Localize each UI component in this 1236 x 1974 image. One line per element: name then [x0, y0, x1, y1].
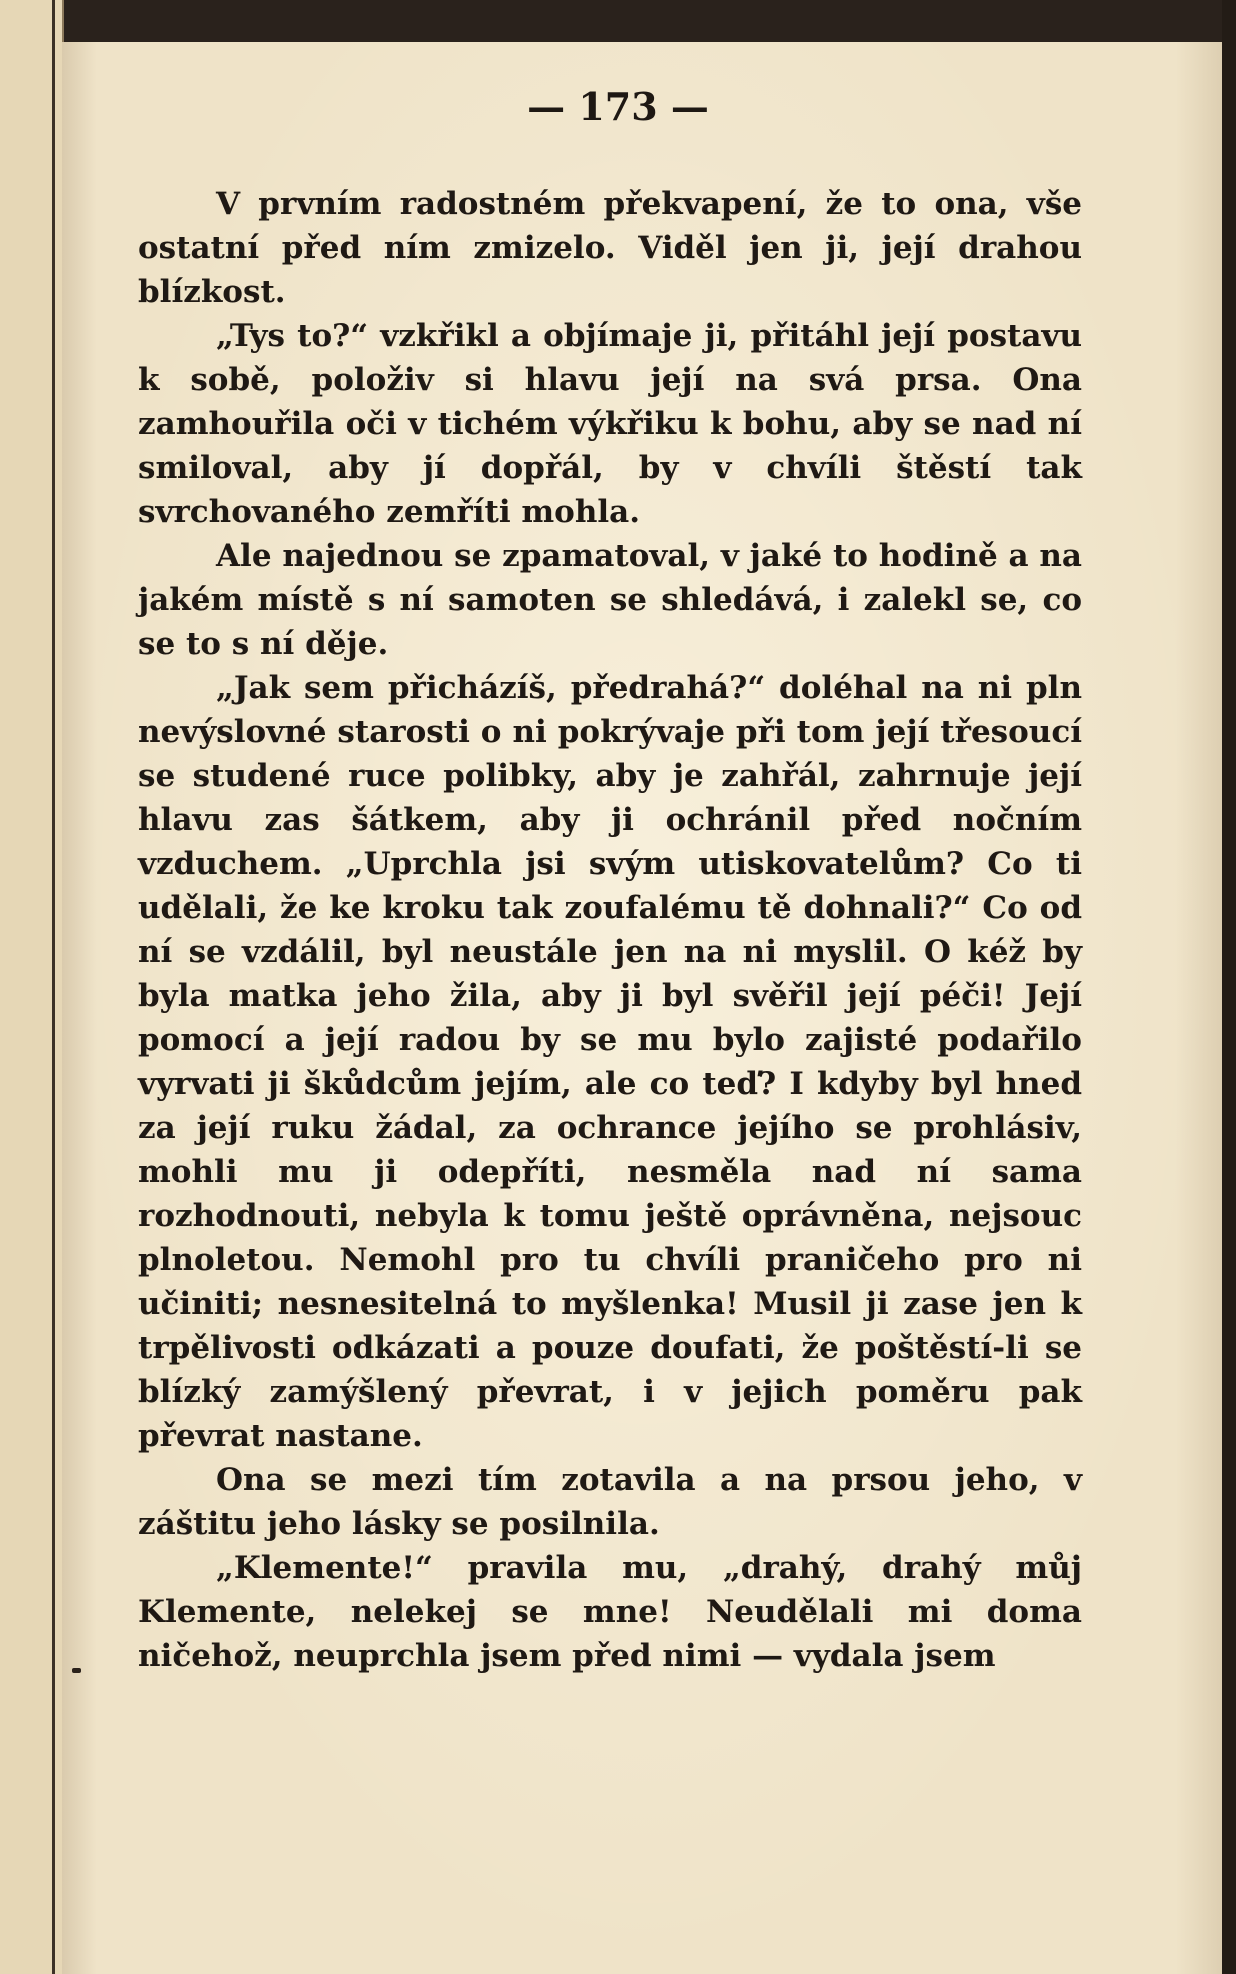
paragraph: „Jak sem přicházíš, předrahá?“ doléhal na ni pln nevýslovné starosti o ni pokrývaje při tom její třesoucí se studené ruce polibky, aby je zahřál, zahrnuje její hlavu zas šátkem, aby ji ochránil před nočním vzduchem. „Uprchla jsi svým utiskovatelům? Co ti udělali, že ke kroku tak zoufalému tě dohnali?“ Co od ní se vzdálil, byl neustále jen na ni myslil. O kéž by byla matka jeho žila, aby ji byl svěřil její péči! Její pomocí a její radou by se mu bylo zajisté podařilo vyrvati ji škůdcům jejím, ale co teď? I kdyby byl hned za její ruku žádal, za ochrance jejího se prohlásiv, mohli mu ji odepříti, nesměla nad ní sama rozhodnouti, nebyla k tomu ještě oprávněna, nejsouc plnoletou. Nemohl pro tu chvíli praničeho pro ni učiniti; nesnesitelná to myšlenka! Musil ji zase jen k trpělivosti odkázati a pouze doufati, že poštěstí-li se blízký zamýšlený převrat, i v jejich poměru pak převrat nastane.: [138, 670, 1082, 1454]
paragraph: Ona se mezi tím zotavila a na prsou jeho, v záštitu jeho lásky se posilnila.: [138, 1462, 1082, 1542]
body-text: [138, 182, 1082, 1678]
binding-line: [52, 0, 55, 1974]
binding-edge: [0, 0, 64, 1974]
paragraph: „Klemente!“ pravila mu, „drahý, drahý můj Klemente, nelekej se mne! Neudělali mi doma ničehož, neuprchla jsem před nimi — vydala jsem: [138, 1550, 1082, 1674]
page-number: — 173 —: [527, 84, 709, 129]
paragraph: „Tys to?“ vzkřikl a objímaje ji, přitáhl její postavu k sobě, položiv si hlavu její na svá prsa. Ona zamhouřila oči v tichém výkřiku k bohu, aby se nad ní smiloval, aby jí dopřál, by v chvíli štěstí tak svrchovaného zemříti mohla.: [138, 318, 1082, 530]
paragraph: V prvním radostném překvapení, že to ona, vše ostatní před ním zmizelo. Viděl jen ji, její drahou blízkost.: [138, 186, 1082, 310]
paragraph: Ale najednou se zpamatoval, v jaké to hodině a na jakém místě s ní samoten se shledává, i zalekl se, co se to s ní děje.: [138, 538, 1082, 662]
margin-mark: [72, 1668, 81, 1673]
page-shadow: [1222, 0, 1236, 1974]
